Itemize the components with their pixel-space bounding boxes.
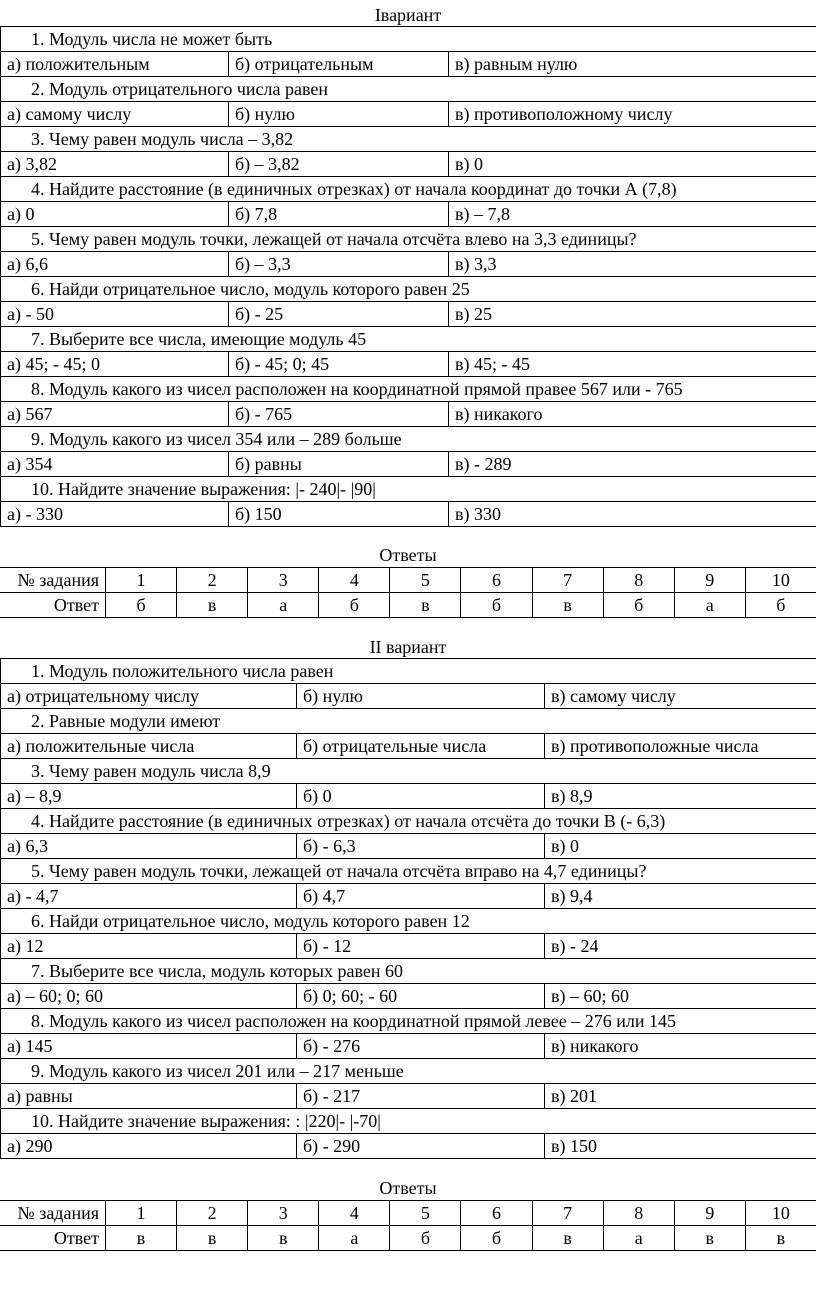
options-row bbox=[1, 352, 816, 377]
option-a: а) равны bbox=[1, 1084, 297, 1109]
task-number: 8 bbox=[603, 568, 674, 593]
option-a: а) 290 bbox=[1, 1134, 297, 1159]
option-a: а) 45; - 45; 0 bbox=[1, 352, 229, 377]
task-number: 2 bbox=[177, 568, 248, 593]
task-number-label: № задания bbox=[0, 568, 106, 593]
question-text: 6. Найди отрицательное число, модуль которого равен 12 bbox=[1, 909, 816, 934]
question-text: 1. Модуль числа не может быть bbox=[1, 27, 816, 52]
task-number: 4 bbox=[319, 1201, 390, 1226]
question-row bbox=[1, 277, 816, 302]
option-a: а) 145 bbox=[1, 1034, 297, 1059]
option-b: б) – 3,3 bbox=[229, 252, 449, 277]
variant-1-answers-title: Ответы bbox=[379, 545, 437, 565]
option-a: а) 3,82 bbox=[1, 152, 229, 177]
option-c: в) равным нулю bbox=[449, 52, 816, 77]
option-b: б) 150 bbox=[229, 502, 449, 527]
options-row bbox=[1, 1084, 816, 1109]
answer-cell: б bbox=[745, 593, 816, 618]
question-row bbox=[1, 1009, 816, 1034]
answer-cell: в bbox=[177, 1226, 248, 1251]
question-text: 2. Равные модули имеют bbox=[1, 709, 816, 734]
variant-1-test-table bbox=[0, 26, 816, 527]
task-number-row bbox=[0, 1201, 816, 1226]
option-a: а) 6,6 bbox=[1, 252, 229, 277]
task-number: 4 bbox=[319, 568, 390, 593]
question-row bbox=[1, 1109, 816, 1134]
question-row bbox=[1, 427, 816, 452]
option-b: б) отрицательным bbox=[229, 52, 449, 77]
task-number: 6 bbox=[461, 1201, 532, 1226]
option-b: б) 4,7 bbox=[297, 884, 545, 909]
option-c: в) 201 bbox=[545, 1084, 816, 1109]
question-text: 4. Найдите расстояние (в единичных отрезках) от начала координат до точки А (7,8) bbox=[1, 177, 816, 202]
question-text: 3. Чему равен модуль числа – 3,82 bbox=[1, 127, 816, 152]
option-b: б) равны bbox=[229, 452, 449, 477]
answer-cell: б bbox=[461, 593, 532, 618]
option-b: б) 0; 60; - 60 bbox=[297, 984, 545, 1009]
options-row bbox=[1, 1034, 816, 1059]
answer-cell: а bbox=[674, 593, 745, 618]
answer-cell: б bbox=[390, 1226, 461, 1251]
option-c: в) никакого bbox=[545, 1034, 816, 1059]
options-row bbox=[1, 734, 816, 759]
option-c: в) - 24 bbox=[545, 934, 816, 959]
question-row bbox=[1, 77, 816, 102]
options-row bbox=[1, 934, 816, 959]
task-number: 10 bbox=[745, 1201, 816, 1226]
option-b: б) - 290 bbox=[297, 1134, 545, 1159]
question-text: 8. Модуль какого из чисел расположен на координатной прямой левее – 276 или 145 bbox=[1, 1009, 816, 1034]
option-c: в) 150 bbox=[545, 1134, 816, 1159]
option-a: а) 6,3 bbox=[1, 834, 297, 859]
question-text: 10. Найдите значение выражения: |- 240|- |90| bbox=[1, 477, 816, 502]
option-b: б) - 217 bbox=[297, 1084, 545, 1109]
option-a: а) положительным bbox=[1, 52, 229, 77]
task-number: 7 bbox=[532, 568, 603, 593]
question-text: 7. Выберите все числа, модуль которых равен 60 bbox=[1, 959, 816, 984]
answer-cell: а bbox=[603, 1226, 674, 1251]
question-row bbox=[1, 177, 816, 202]
option-b: б) 7,8 bbox=[229, 202, 449, 227]
option-c: в) противоположному числу bbox=[449, 102, 816, 127]
variant-2-answers-title: Ответы bbox=[379, 1178, 437, 1198]
question-row bbox=[1, 909, 816, 934]
answer-cell: а bbox=[248, 593, 319, 618]
option-c: в) – 60; 60 bbox=[545, 984, 816, 1009]
option-a: а) 567 bbox=[1, 402, 229, 427]
answer-cell: в bbox=[248, 1226, 319, 1251]
variant-2-test-table bbox=[0, 658, 816, 1159]
answer-cell: в bbox=[177, 593, 248, 618]
task-number: 6 bbox=[461, 568, 532, 593]
option-b: б) - 6,3 bbox=[297, 834, 545, 859]
option-b: б) - 765 bbox=[229, 402, 449, 427]
options-row bbox=[1, 984, 816, 1009]
option-a: а) - 50 bbox=[1, 302, 229, 327]
option-c: в) 330 bbox=[449, 502, 816, 527]
option-b: б) – 3,82 bbox=[229, 152, 449, 177]
question-text: 7. Выберите все числа, имеющие модуль 45 bbox=[1, 327, 816, 352]
options-row bbox=[1, 302, 816, 327]
question-text: 10. Найдите значение выражения: : |220|- |-70| bbox=[1, 1109, 816, 1134]
options-row bbox=[1, 252, 816, 277]
options-row bbox=[1, 784, 816, 809]
option-a: а) 354 bbox=[1, 452, 229, 477]
task-number: 9 bbox=[674, 1201, 745, 1226]
options-row bbox=[1, 1134, 816, 1159]
question-row bbox=[1, 227, 816, 252]
question-row bbox=[1, 27, 816, 52]
options-row bbox=[1, 834, 816, 859]
option-c: в) 9,4 bbox=[545, 884, 816, 909]
task-number: 5 bbox=[390, 1201, 461, 1226]
options-row bbox=[1, 152, 816, 177]
question-row bbox=[1, 959, 816, 984]
question-text: 4. Найдите расстояние (в единичных отрезках) от начала отсчёта до точки В (- 6,3) bbox=[1, 809, 816, 834]
variant-1-title: Iвариант bbox=[374, 5, 442, 25]
task-number: 7 bbox=[532, 1201, 603, 1226]
task-number-row bbox=[0, 568, 816, 593]
option-b: б) - 25 bbox=[229, 302, 449, 327]
option-c: в) – 7,8 bbox=[449, 202, 816, 227]
question-text: 1. Модуль положительного числа равен bbox=[1, 659, 816, 684]
question-text: 5. Чему равен модуль точки, лежащей от начала отсчёта вправо на 4,7 единицы? bbox=[1, 859, 816, 884]
answer-cell: а bbox=[319, 1226, 390, 1251]
task-number: 3 bbox=[248, 568, 319, 593]
option-b: б) 0 bbox=[297, 784, 545, 809]
task-number: 9 bbox=[674, 568, 745, 593]
option-a: а) 12 bbox=[1, 934, 297, 959]
answer-row bbox=[0, 1226, 816, 1251]
options-row bbox=[1, 684, 816, 709]
options-row bbox=[1, 202, 816, 227]
variant-2-answers-table bbox=[0, 1200, 816, 1251]
answer-cell: б bbox=[106, 593, 177, 618]
option-c: в) 25 bbox=[449, 302, 816, 327]
option-a: а) - 4,7 bbox=[1, 884, 297, 909]
question-text: 3. Чему равен модуль числа 8,9 bbox=[1, 759, 816, 784]
option-c: в) 0 bbox=[545, 834, 816, 859]
answer-cell: б bbox=[319, 593, 390, 618]
task-number: 10 bbox=[745, 568, 816, 593]
options-row bbox=[1, 102, 816, 127]
option-c: в) противоположные числа bbox=[545, 734, 816, 759]
option-b: б) - 12 bbox=[297, 934, 545, 959]
option-b: б) отрицательные числа bbox=[297, 734, 545, 759]
task-number: 2 bbox=[177, 1201, 248, 1226]
question-text: 9. Модуль какого из чисел 201 или – 217 меньше bbox=[1, 1059, 816, 1084]
question-row bbox=[1, 759, 816, 784]
option-b: б) - 45; 0; 45 bbox=[229, 352, 449, 377]
question-row bbox=[1, 1059, 816, 1084]
answer-cell: в bbox=[745, 1226, 816, 1251]
question-text: 6. Найди отрицательное число, модуль которого равен 25 bbox=[1, 277, 816, 302]
question-row bbox=[1, 127, 816, 152]
option-a: а) самому числу bbox=[1, 102, 229, 127]
option-c: в) самому числу bbox=[545, 684, 816, 709]
option-a: а) – 8,9 bbox=[1, 784, 297, 809]
option-a: а) - 330 bbox=[1, 502, 229, 527]
option-c: в) 45; - 45 bbox=[449, 352, 816, 377]
option-c: в) 8,9 bbox=[545, 784, 816, 809]
options-row bbox=[1, 452, 816, 477]
answer-cell: б bbox=[461, 1226, 532, 1251]
task-number: 1 bbox=[106, 568, 177, 593]
option-b: б) - 276 bbox=[297, 1034, 545, 1059]
option-c: в) никакого bbox=[449, 402, 816, 427]
question-row bbox=[1, 659, 816, 684]
option-a: а) отрицательному числу bbox=[1, 684, 297, 709]
question-row bbox=[1, 327, 816, 352]
option-c: в) 0 bbox=[449, 152, 816, 177]
option-b: б) нулю bbox=[229, 102, 449, 127]
option-b: б) нулю bbox=[297, 684, 545, 709]
options-row bbox=[1, 402, 816, 427]
task-number-label: № задания bbox=[0, 1201, 106, 1226]
answer-label: Ответ bbox=[0, 1226, 106, 1251]
answer-cell: в bbox=[532, 1226, 603, 1251]
variant-1-answers-table bbox=[0, 567, 816, 618]
task-number: 5 bbox=[390, 568, 461, 593]
question-row bbox=[1, 377, 816, 402]
answer-row bbox=[0, 593, 816, 618]
options-row bbox=[1, 52, 816, 77]
option-c: в) - 289 bbox=[449, 452, 816, 477]
question-row bbox=[1, 477, 816, 502]
question-row bbox=[1, 859, 816, 884]
question-row bbox=[1, 709, 816, 734]
option-c: в) 3,3 bbox=[449, 252, 816, 277]
answer-label: Ответ bbox=[0, 593, 106, 618]
option-a: а) – 60; 0; 60 bbox=[1, 984, 297, 1009]
question-text: 2. Модуль отрицательного числа равен bbox=[1, 77, 816, 102]
answer-cell: б bbox=[603, 593, 674, 618]
task-number: 1 bbox=[106, 1201, 177, 1226]
task-number: 8 bbox=[603, 1201, 674, 1226]
question-text: 8. Модуль какого из чисел расположен на координатной прямой правее 567 или - 765 bbox=[1, 377, 816, 402]
option-a: а) 0 bbox=[1, 202, 229, 227]
question-text: 5. Чему равен модуль точки, лежащей от начала отсчёта влево на 3,3 единицы? bbox=[1, 227, 816, 252]
question-row bbox=[1, 809, 816, 834]
task-number: 3 bbox=[248, 1201, 319, 1226]
answer-cell: в bbox=[532, 593, 603, 618]
answer-cell: в bbox=[390, 593, 461, 618]
variant-2-title: II вариант bbox=[369, 637, 447, 657]
option-a: а) положительные числа bbox=[1, 734, 297, 759]
question-text: 9. Модуль какого из чисел 354 или – 289 больше bbox=[1, 427, 816, 452]
answer-cell: в bbox=[674, 1226, 745, 1251]
answer-cell: в bbox=[106, 1226, 177, 1251]
options-row bbox=[1, 884, 816, 909]
options-row bbox=[1, 502, 816, 527]
